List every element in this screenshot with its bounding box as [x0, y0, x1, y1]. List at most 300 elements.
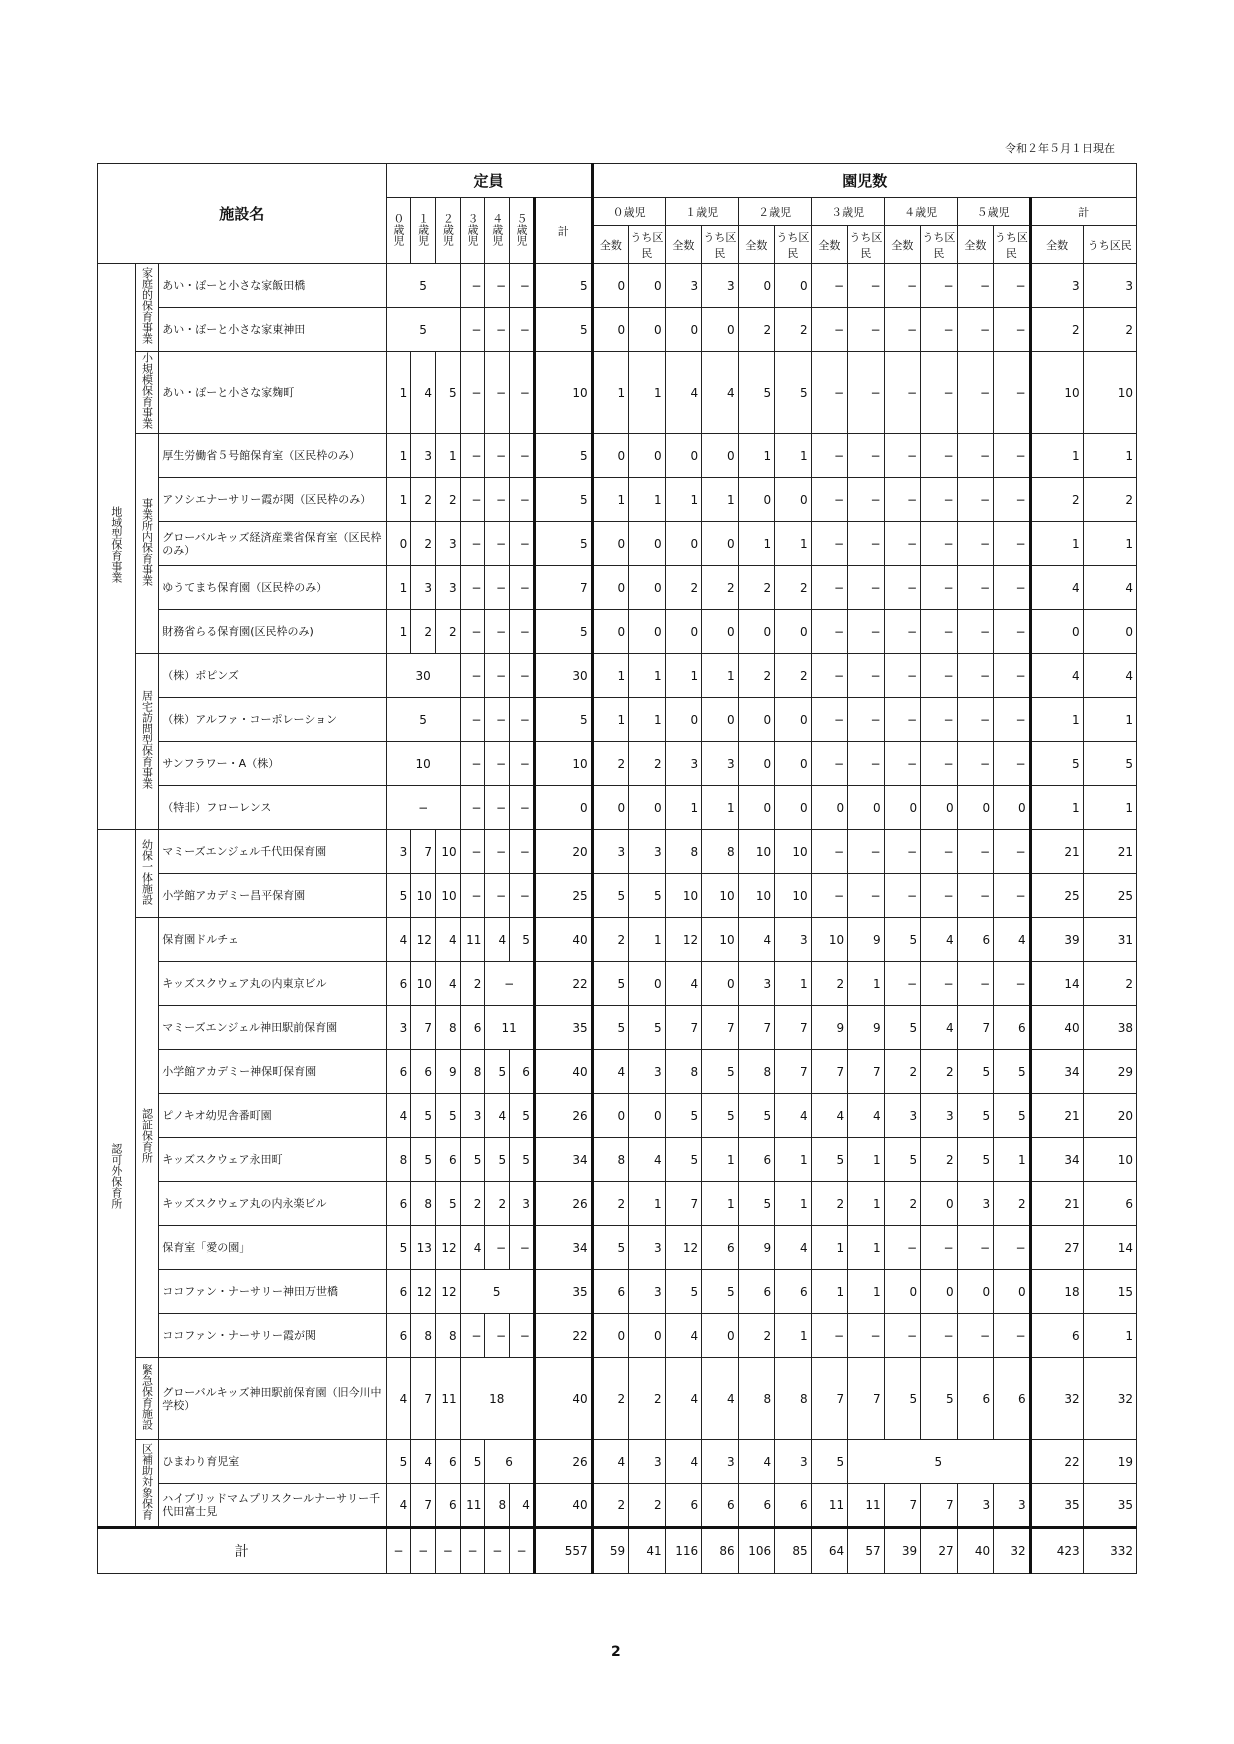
enrolled-cell: −: [994, 264, 1031, 308]
capacity-cell: 5: [435, 1182, 460, 1226]
capacity-total: −: [485, 1528, 510, 1574]
enrolled-cell: 1: [629, 654, 666, 698]
enrolled-cell: 7: [775, 1050, 812, 1094]
enrolled-total-cell: 10: [1083, 1138, 1136, 1182]
capacity-cell: 4: [411, 1440, 436, 1484]
enrolled-cell: −: [957, 566, 994, 610]
capacity-cell: 6: [460, 1006, 485, 1050]
enrolled-cell: 3: [702, 264, 739, 308]
enrolled-cell: 0: [629, 610, 666, 654]
enrolled-cell: 6: [702, 1484, 739, 1528]
enrolled-cell: 1: [592, 478, 629, 522]
capacity-cell: 4: [386, 1484, 411, 1528]
enrolled-cell: 7: [738, 1006, 775, 1050]
enrolled-cell: −: [811, 308, 848, 352]
enrolled-cell: 4: [592, 1050, 629, 1094]
enrolled-cell: 1: [629, 1182, 666, 1226]
capacity-total-cell: 5: [534, 478, 592, 522]
enrolled-total-cell: 14: [1083, 1226, 1136, 1270]
table-row: [98, 1182, 1137, 1226]
enrolled-cell: 6: [738, 1138, 775, 1182]
capacity-total-cell: 5: [534, 610, 592, 654]
capacity-cell: 5: [460, 1270, 534, 1314]
enrolled-cell: 0: [702, 434, 739, 478]
enrolled-cell: −: [884, 478, 921, 522]
enrolled-cell: −: [957, 478, 994, 522]
capacity-total-cell: 34: [534, 1138, 592, 1182]
enrolled-cell: 7: [848, 1358, 885, 1440]
enrolled-cell: −: [848, 654, 885, 698]
capacity-cell: 6: [386, 1050, 411, 1094]
enrolled-total: 423: [1030, 1528, 1083, 1574]
table-row: [98, 434, 1137, 478]
enrolled-total-cell: 1: [1083, 786, 1136, 830]
enrolled-cell: 7: [665, 1182, 702, 1226]
capacity-cell: 5: [460, 1440, 485, 1484]
enrolled-cell: 2: [702, 566, 739, 610]
facility-name: ココファン・ナーサリー霞が関: [159, 1314, 386, 1358]
enrolled-cell: −: [848, 478, 885, 522]
enrolled-cell: 7: [665, 1006, 702, 1050]
subgroup-text: 緊急保育施設: [140, 1363, 154, 1430]
enrolled-cell: 0: [738, 478, 775, 522]
enrolled-cell: 2: [665, 566, 702, 610]
enrolled-cell: −: [957, 522, 994, 566]
enrolled-cell: 7: [702, 1006, 739, 1050]
enrolled-cell: 2: [592, 918, 629, 962]
capacity-cell: 10: [411, 874, 436, 918]
capacity-cell: 8: [435, 1006, 460, 1050]
enrolled-cell: 4: [775, 1226, 812, 1270]
group-text: 地域型保育事業: [109, 506, 123, 583]
enrolled-total-cell: 2: [1083, 962, 1136, 1006]
enrolled-cell: 0: [702, 698, 739, 742]
capacity-cell: 5: [386, 1226, 411, 1270]
enrolled-cell: 5: [811, 1440, 848, 1484]
enrolled-total-cell: 29: [1083, 1050, 1136, 1094]
capacity-cell: 1: [435, 434, 460, 478]
enrolled-cell: −: [921, 698, 958, 742]
enrolled-cell: 0: [738, 610, 775, 654]
enrolled-cell: 1: [848, 1138, 885, 1182]
enrolled-cell: 0: [665, 308, 702, 352]
enrolled-cell: −: [957, 698, 994, 742]
capacity-cell: −: [460, 654, 485, 698]
capacity-cell: 0: [386, 522, 411, 566]
enrolled-cell: −: [884, 1314, 921, 1358]
age5-label: ５歳児: [514, 212, 528, 246]
enrolled-cell: −: [921, 610, 958, 654]
enrolled-cell: 0: [738, 786, 775, 830]
enrolled-cell: 6: [592, 1270, 629, 1314]
capacity-cell: 2: [411, 610, 436, 654]
enrolled-cell: 0: [775, 786, 812, 830]
capacity-cell: 10: [411, 962, 436, 1006]
enrolled-cell: −: [957, 264, 994, 308]
all-header: 全数: [957, 226, 994, 264]
enrolled-cell: 0: [921, 786, 958, 830]
enrolled-cell: −: [811, 698, 848, 742]
capacity-cell: 6: [386, 1314, 411, 1358]
enrolled-header: 園児数: [592, 164, 1136, 198]
enrolled-cell: 0: [775, 610, 812, 654]
enrolled-cell: 0: [702, 962, 739, 1006]
facility-name: 財務省らる保育園(区民枠のみ): [159, 610, 386, 654]
enrolled-total-cell: 21: [1030, 1094, 1083, 1138]
enrolled-cell: 5: [592, 1226, 629, 1270]
enrolled-cell: 5: [702, 1270, 739, 1314]
capacity-cell: 3: [510, 1182, 535, 1226]
ward-header: うち区民: [702, 226, 739, 264]
capacity-total-cell: 40: [534, 1050, 592, 1094]
group-text: 認可外保育所: [109, 1143, 123, 1209]
capacity-cell: 6: [386, 1270, 411, 1314]
capacity-cell: 1: [386, 478, 411, 522]
capacity-cell: 5: [460, 1138, 485, 1182]
enrolled-cell: −: [848, 522, 885, 566]
capacity-cell: 4: [411, 352, 436, 434]
enrolled-total-cell: 1: [1083, 522, 1136, 566]
enrolled-cell: −: [921, 308, 958, 352]
capacity-total-cell: 7: [534, 566, 592, 610]
enrolled-cell: −: [811, 654, 848, 698]
capacity-cell: −: [460, 874, 485, 918]
table-row: [98, 698, 1137, 742]
capacity-cell: 5: [386, 264, 460, 308]
enrolled-total-cell: 15: [1083, 1270, 1136, 1314]
enrolled-cell: 5: [921, 1358, 958, 1440]
enrolled-cell: −: [994, 352, 1031, 434]
enrolled-total-cell: 25: [1083, 874, 1136, 918]
enrolled-cell: 7: [775, 1006, 812, 1050]
enrolled-cell: 10: [775, 874, 812, 918]
enrolled-total: 27: [921, 1528, 958, 1574]
enrolled-cell: 0: [592, 434, 629, 478]
page-number: 2: [611, 1644, 621, 1660]
capacity-cell: 5: [386, 1440, 411, 1484]
enrolled-cell: 1: [665, 786, 702, 830]
capacity-total: −: [510, 1528, 535, 1574]
ward-header: うち区民: [629, 226, 666, 264]
capacity-cell: 9: [435, 1050, 460, 1094]
capacity-cell: 5: [386, 698, 460, 742]
enrolled-total: 39: [884, 1528, 921, 1574]
capacity-cell: 2: [411, 478, 436, 522]
facility-name: サンフラワー・A（株）: [159, 742, 386, 786]
enrolled-total: 40: [957, 1528, 994, 1574]
facility-name: グローバルキッズ経済産業省保育室（区民枠のみ）: [159, 522, 386, 566]
capacity-cell: 3: [411, 434, 436, 478]
enrolled-cell: −: [957, 962, 994, 1006]
capacity-cell: −: [510, 654, 535, 698]
capacity-cell: 4: [386, 1094, 411, 1138]
enrolled-cell: 3: [592, 830, 629, 874]
enrolled-cell: 2: [775, 308, 812, 352]
enrolled-cell: 2: [629, 1484, 666, 1528]
enrolled-cell: −: [848, 566, 885, 610]
capacity-total-cell: 35: [534, 1270, 592, 1314]
capacity-total-cell: 34: [534, 1226, 592, 1270]
capacity-cell: −: [460, 610, 485, 654]
facility-name: 小学館アカデミー昌平保育園: [159, 874, 386, 918]
table-row: [98, 1484, 1137, 1528]
enrolled-cell: −: [884, 264, 921, 308]
enrolled-cell: 1: [592, 698, 629, 742]
capacity-total-cell: 5: [534, 264, 592, 308]
capacity-cell: −: [510, 874, 535, 918]
enrolled-cell: 0: [884, 786, 921, 830]
enrolled-cell: 0: [994, 1270, 1031, 1314]
enrolled-cell: −: [957, 654, 994, 698]
facility-name: （株）アルファ・コーポレーション: [159, 698, 386, 742]
enrolled-cell: 0: [592, 1314, 629, 1358]
enrolled-cell: 4: [665, 962, 702, 1006]
capacity-age5-header: [510, 198, 535, 264]
capacity-cell: −: [485, 264, 510, 308]
enrolled-cell: −: [994, 962, 1031, 1006]
enrolled-cell: 4: [921, 1006, 958, 1050]
enrolled-cell: 1: [702, 786, 739, 830]
capacity-cell: −: [510, 1226, 535, 1270]
enrolled-cell: 1: [848, 1182, 885, 1226]
enrolled-total-cell: 1: [1083, 1314, 1136, 1358]
enrolled-cell: −: [994, 654, 1031, 698]
enrolled-age2-header: ２歳児: [738, 198, 811, 226]
enrolled-cell: 3: [884, 1094, 921, 1138]
enrolled-cell: −: [957, 434, 994, 478]
capacity-total-cell: 26: [534, 1182, 592, 1226]
capacity-cell: −: [485, 786, 510, 830]
facility-name: （株）ポピンズ: [159, 654, 386, 698]
enrolled-cell: −: [884, 654, 921, 698]
capacity-cell: 3: [435, 566, 460, 610]
enrolled-age0-header: ０歳児: [592, 198, 665, 226]
capacity-cell: 5: [386, 308, 460, 352]
ward-header: うち区民: [994, 226, 1031, 264]
enrolled-cell: −: [848, 830, 885, 874]
capacity-cell: 5: [485, 1138, 510, 1182]
enrolled-cell: −: [884, 698, 921, 742]
capacity-cell: 12: [411, 918, 436, 962]
table-row: [98, 522, 1137, 566]
enrolled-cell: 3: [775, 1440, 812, 1484]
capacity-cell: 4: [510, 1484, 535, 1528]
enrolled-cell: 5: [957, 1050, 994, 1094]
capacity-cell: 3: [460, 1094, 485, 1138]
enrolled-cell: −: [994, 1226, 1031, 1270]
capacity-cell: −: [485, 434, 510, 478]
enrolled-cell: 0: [665, 698, 702, 742]
enrolled-cell: −: [811, 522, 848, 566]
enrolled-total-cell: 19: [1083, 1440, 1136, 1484]
ward-header: うち区民: [775, 226, 812, 264]
enrolled-cell: 0: [629, 308, 666, 352]
enrolled-cell: 1: [702, 654, 739, 698]
subgroup-text: 居宅訪問型保育事業: [140, 690, 154, 789]
enrolled-cell: 0: [665, 610, 702, 654]
capacity-total: −: [460, 1528, 485, 1574]
enrolled-cell: 7: [921, 1484, 958, 1528]
enrolled-total-cell: 0: [1030, 610, 1083, 654]
enrolled-cell: 1: [702, 1138, 739, 1182]
subgroup-label: [135, 654, 159, 830]
enrolled-cell: −: [884, 830, 921, 874]
enrolled-total-cell: 2: [1030, 308, 1083, 352]
enrolled-cell: 0: [629, 566, 666, 610]
enrolled-cell: −: [994, 742, 1031, 786]
enrolled-cell: −: [811, 610, 848, 654]
enrolled-cell: 2: [811, 1182, 848, 1226]
capacity-cell: −: [485, 1314, 510, 1358]
table-row: [98, 1270, 1137, 1314]
enrolled-cell: 6: [738, 1270, 775, 1314]
enrolled-age3-header: ３歳児: [811, 198, 884, 226]
enrolled-total-cell: 1: [1030, 434, 1083, 478]
enrolled-cell: 4: [775, 1094, 812, 1138]
enrolled-cell: 1: [811, 1226, 848, 1270]
enrolled-cell: 0: [629, 1094, 666, 1138]
capacity-cell: 1: [386, 434, 411, 478]
enrolled-cell: 0: [921, 1182, 958, 1226]
enrolled-total-cell: 5: [1083, 742, 1136, 786]
enrolled-cell: 1: [629, 352, 666, 434]
enrolled-cell: 3: [738, 962, 775, 1006]
enrolled-cell: 1: [775, 522, 812, 566]
enrolled-cell: −: [811, 434, 848, 478]
enrolled-total-cell: 1: [1030, 698, 1083, 742]
enrolled-cell: −: [994, 698, 1031, 742]
enrolled-total-cell: 32: [1083, 1358, 1136, 1440]
facility-name: あい・ぽーと小さな家飯田橋: [159, 264, 386, 308]
enrolled-cell: 8: [592, 1138, 629, 1182]
enrolled-cell: 4: [665, 1440, 702, 1484]
capacity-age4-header: [485, 198, 510, 264]
facility-name: キッズスクウェア丸の内永楽ビル: [159, 1182, 386, 1226]
enrolled-cell: 8: [702, 830, 739, 874]
enrolled-total: 106: [738, 1528, 775, 1574]
enrolled-cell: 4: [702, 352, 739, 434]
enrolled-cell: −: [884, 308, 921, 352]
enrolled-cell: 4: [921, 918, 958, 962]
capacity-total-cell: 30: [534, 654, 592, 698]
capacity-cell: 6: [485, 1440, 534, 1484]
capacity-cell: −: [510, 742, 535, 786]
enrolled-cell: −: [884, 610, 921, 654]
enrolled-cell: −: [994, 874, 1031, 918]
enrolled-cell: −: [921, 352, 958, 434]
capacity-cell: −: [510, 478, 535, 522]
enrolled-total-cell: 18: [1030, 1270, 1083, 1314]
enrolled-cell: 0: [665, 434, 702, 478]
capacity-cell: −: [460, 742, 485, 786]
enrolled-cell: 1: [775, 1314, 812, 1358]
capacity-total-cell: 40: [534, 1484, 592, 1528]
enrolled-cell: 2: [921, 1050, 958, 1094]
age0-label: ０歳児: [391, 212, 405, 246]
enrolled-cell: 0: [775, 264, 812, 308]
capacity-cell: −: [460, 830, 485, 874]
capacity-cell: 4: [386, 1358, 411, 1440]
enrolled-cell: −: [811, 830, 848, 874]
enrolled-cell: 0: [848, 786, 885, 830]
facility-name: 保育室「愛の園」: [159, 1226, 386, 1270]
capacity-cell: −: [510, 566, 535, 610]
enrolled-cell: 2: [738, 566, 775, 610]
enrolled-cell: 6: [957, 1358, 994, 1440]
capacity-age0-header: [386, 198, 411, 264]
enrolled-cell: 6: [775, 1270, 812, 1314]
table-row: [98, 1440, 1137, 1484]
enrolled-cell: −: [994, 610, 1031, 654]
enrolled-cell: −: [884, 874, 921, 918]
enrolled-cell: 1: [629, 918, 666, 962]
nursery-table: [97, 163, 1137, 1574]
capacity-cell: 30: [386, 654, 460, 698]
enrolled-cell: −: [921, 654, 958, 698]
capacity-cell: −: [510, 1314, 535, 1358]
enrolled-total-cell: 10: [1030, 352, 1083, 434]
enrolled-cell: 5: [629, 1006, 666, 1050]
subgroup-text: 事業所内保育事業: [140, 497, 154, 586]
capacity-cell: 11: [460, 918, 485, 962]
table-row: [98, 742, 1137, 786]
enrolled-cell: 0: [994, 786, 1031, 830]
enrolled-cell: 4: [994, 918, 1031, 962]
enrolled-cell: 4: [665, 352, 702, 434]
enrolled-cell: 6: [994, 1358, 1031, 1440]
enrolled-cell: −: [921, 830, 958, 874]
facility-name: 厚生労働省５号館保育室（区民枠のみ）: [159, 434, 386, 478]
capacity-cell: −: [485, 830, 510, 874]
enrolled-cell: −: [921, 1226, 958, 1270]
table-row: [98, 478, 1137, 522]
capacity-cell: −: [510, 308, 535, 352]
enrolled-cell: 0: [775, 698, 812, 742]
capacity-cell: 10: [386, 742, 460, 786]
enrolled-total-cell: 25: [1030, 874, 1083, 918]
subgroup-text: 小規模保育事業: [140, 352, 154, 429]
capacity-cell: 11: [435, 1358, 460, 1440]
enrolled-cell: −: [994, 1314, 1031, 1358]
enrolled-cell: −: [848, 308, 885, 352]
capacity-cell: −: [485, 352, 510, 434]
enrolled-cell: 1: [592, 654, 629, 698]
enrolled-total-cell: 32: [1030, 1358, 1083, 1440]
capacity-cell: 4: [435, 962, 460, 1006]
enrolled-cell: −: [811, 566, 848, 610]
enrolled-cell: −: [884, 742, 921, 786]
enrolled-cell: −: [921, 434, 958, 478]
capacity-grand-total: 557: [534, 1528, 592, 1574]
group-label: [98, 264, 136, 830]
enrolled-cell: 2: [592, 1182, 629, 1226]
enrolled-cell: 5: [665, 1138, 702, 1182]
capacity-cell: −: [485, 962, 534, 1006]
enrolled-cell: 3: [921, 1094, 958, 1138]
capacity-cell: 6: [435, 1440, 460, 1484]
enrolled-total: 116: [665, 1528, 702, 1574]
enrolled-cell: −: [884, 1226, 921, 1270]
enrolled-cell: 8: [738, 1050, 775, 1094]
enrolled-total-cell: 21: [1030, 1182, 1083, 1226]
capacity-total-cell: 5: [534, 522, 592, 566]
enrolled-cell: −: [884, 352, 921, 434]
enrolled-cell: −: [994, 522, 1031, 566]
enrolled-cell: 0: [629, 264, 666, 308]
table-row: [98, 830, 1137, 874]
capacity-header: 定員: [386, 164, 592, 198]
enrolled-total-cell: 3: [1083, 264, 1136, 308]
